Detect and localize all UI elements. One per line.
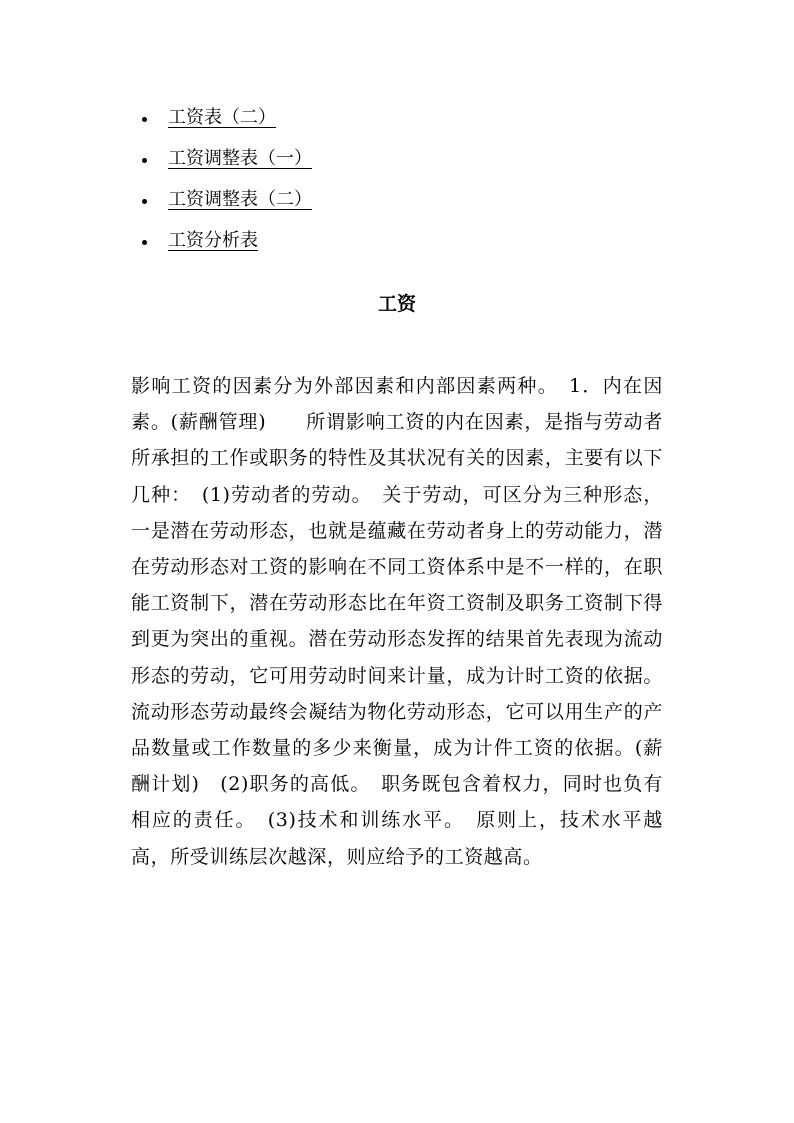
link-salary-adjustment-table-2[interactable]: 工资调整表（二） <box>168 189 312 210</box>
bullet-icon <box>142 158 147 163</box>
document-title: 工资 <box>377 293 416 315</box>
bullet-icon <box>142 240 147 245</box>
bullet-icon <box>142 117 147 122</box>
body-paragraph: 影响工资的因素分为外部因素和内部因素两种。 1．内在因素。(薪酬管理) 所谓影响工资的内在因素，是指与劳动者所承担的工作或职务的特性及其状况有关的因素，主要有以下几种： (1)劳动者的劳动。 关于劳动，可区分为三种形态，一是潜在劳动形态，也就是蕴藏在劳动者身上的劳动能力，潜在劳动形态对工资的影响在不同工资体系中是不一样的，在职能工资制下，潜在劳动形态比在年资工资制及职务工资制下得到更为突出的重视。潜在劳动形态发挥的结果首先表现为流动形态的劳动，它可用劳动时间来计量，成为计时工资的依据。流动形态劳动最终会凝结为物化劳动形态，它可以用生产的产品数量或工作数量的多少来衡量，成为计件工资的依据。(薪酬计划) (2)职务的高低。 职务既包含着权力，同时也负有相应的责任。 (3)技术和训练水平。 原则上，技术水平越高，所受训练层次越深，则应给予的工资越高。 <box>131 375 663 868</box>
link-salary-table-2[interactable]: 工资表（二） <box>168 107 276 128</box>
bullet-icon <box>142 199 147 204</box>
link-salary-adjustment-table-1[interactable]: 工资调整表（一） <box>168 148 312 169</box>
link-salary-analysis-table[interactable]: 工资分析表 <box>168 230 258 251</box>
